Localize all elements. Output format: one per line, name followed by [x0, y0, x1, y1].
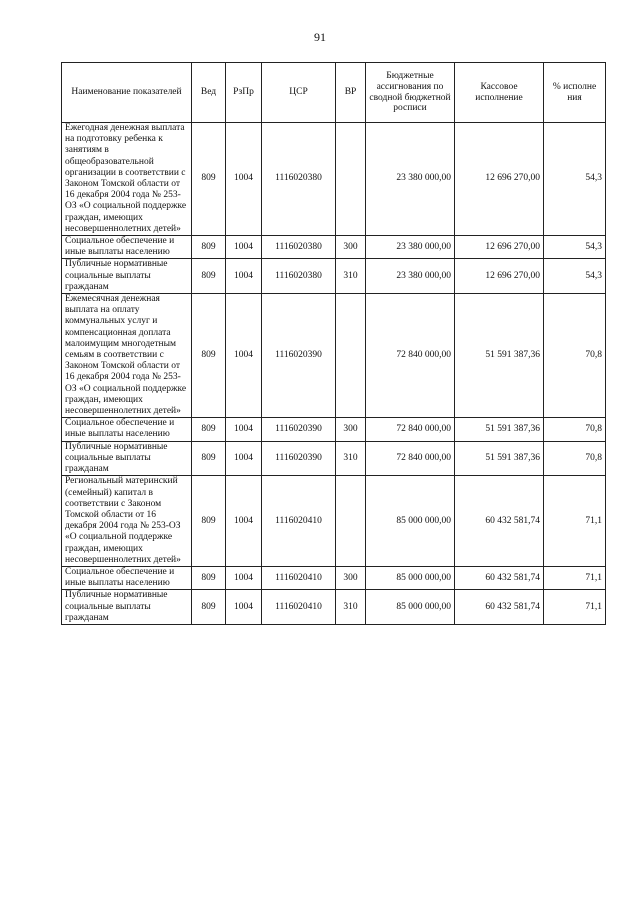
row-csr: 1116020390 — [262, 294, 336, 418]
row-ved: 809 — [192, 259, 226, 294]
row-cash: 51 591 387,36 — [455, 441, 544, 476]
row-percent: 70,8 — [544, 441, 606, 476]
row-vr: 310 — [336, 259, 366, 294]
header-rzpr: РзПр — [226, 63, 262, 123]
table-row — [62, 236, 606, 259]
row-rzpr: 1004 — [226, 441, 262, 476]
row-name: Публичные нормативные социальные выплаты гражданам — [62, 259, 192, 294]
row-cash: 51 591 387,36 — [455, 294, 544, 418]
row-percent: 54,3 — [544, 123, 606, 236]
row-name: Региональный материнский (семейный) капитал в соответствии с Законом Томской области от 16 декабря 2004 года № 253-ОЗ «О социальной поддержке граждан, имеющих несовершеннолетних детей» — [62, 476, 192, 567]
table-row — [62, 418, 606, 441]
row-percent: 71,1 — [544, 476, 606, 567]
header-csr: ЦСР — [262, 63, 336, 123]
row-percent: 70,8 — [544, 418, 606, 441]
header-name: Наименование показателей — [62, 63, 192, 123]
row-name: Публичные нормативные социальные выплаты гражданам — [62, 590, 192, 625]
row-name: Ежемесячная денежная выплата на оплату коммунальных услуг и компенсационная доплата малоимущим многодетным семьям в соответствии с Законом Томской области от 16 декабря 2004 года № 253-ОЗ «О социальной поддержке граждан, имеющих несовершеннолетних детей» — [62, 294, 192, 418]
row-assignments: 72 840 000,00 — [366, 418, 455, 441]
row-percent: 71,1 — [544, 590, 606, 625]
row-ved: 809 — [192, 566, 226, 589]
row-cash: 12 696 270,00 — [455, 259, 544, 294]
row-ved: 809 — [192, 441, 226, 476]
budget-execution-table — [61, 62, 606, 625]
row-cash: 12 696 270,00 — [455, 236, 544, 259]
page-number: 91 — [314, 30, 326, 44]
row-rzpr: 1004 — [226, 259, 262, 294]
row-name: Социальное обеспечение и иные выплаты населению — [62, 418, 192, 441]
row-vr: 300 — [336, 566, 366, 589]
row-csr: 1116020380 — [262, 236, 336, 259]
row-rzpr: 1004 — [226, 476, 262, 567]
header-cash: Кассовое исполнение — [455, 63, 544, 123]
header-vr: ВР — [336, 63, 366, 123]
row-vr: 310 — [336, 441, 366, 476]
row-assignments: 72 840 000,00 — [366, 294, 455, 418]
row-rzpr: 1004 — [226, 236, 262, 259]
header-ved: Вед — [192, 63, 226, 123]
row-csr: 1116020390 — [262, 418, 336, 441]
row-ved: 809 — [192, 123, 226, 236]
table-row — [62, 259, 606, 294]
row-assignments: 23 380 000,00 — [366, 236, 455, 259]
row-assignments: 85 000 000,00 — [366, 566, 455, 589]
row-ved: 809 — [192, 418, 226, 441]
row-ved: 809 — [192, 236, 226, 259]
table-row — [62, 590, 606, 625]
row-percent: 54,3 — [544, 236, 606, 259]
table-row — [62, 441, 606, 476]
row-rzpr: 1004 — [226, 294, 262, 418]
row-cash: 12 696 270,00 — [455, 123, 544, 236]
table-row — [62, 566, 606, 589]
row-rzpr: 1004 — [226, 566, 262, 589]
row-vr: 300 — [336, 236, 366, 259]
table-row — [62, 294, 606, 418]
table-row — [62, 476, 606, 567]
row-csr: 1116020410 — [262, 590, 336, 625]
row-csr: 1116020410 — [262, 476, 336, 567]
row-percent: 70,8 — [544, 294, 606, 418]
row-csr: 1116020410 — [262, 566, 336, 589]
row-name: Ежегодная денежная выплата на подготовку ребенка к занятиям в общеобразовательной организации в соответствии с Законом Томской области от 16 декабря 2004 года № 253-ОЗ «О социальной поддержке граждан, имеющих несовершеннолетних детей» — [62, 123, 192, 236]
row-ved: 809 — [192, 476, 226, 567]
row-cash: 60 432 581,74 — [455, 590, 544, 625]
row-cash: 60 432 581,74 — [455, 566, 544, 589]
row-rzpr: 1004 — [226, 418, 262, 441]
row-ved: 809 — [192, 294, 226, 418]
table-row — [62, 123, 606, 236]
row-percent: 71,1 — [544, 566, 606, 589]
row-csr: 1116020380 — [262, 259, 336, 294]
row-ved: 809 — [192, 590, 226, 625]
row-name: Социальное обеспечение и иные выплаты населению — [62, 566, 192, 589]
header-percent: % исполне ния — [544, 63, 606, 123]
row-vr: 300 — [336, 418, 366, 441]
row-name: Публичные нормативные социальные выплаты гражданам — [62, 441, 192, 476]
row-vr: 310 — [336, 590, 366, 625]
row-csr: 1116020390 — [262, 441, 336, 476]
row-cash: 51 591 387,36 — [455, 418, 544, 441]
row-vr — [336, 476, 366, 567]
row-vr — [336, 294, 366, 418]
row-assignments: 72 840 000,00 — [366, 441, 455, 476]
row-assignments: 85 000 000,00 — [366, 476, 455, 567]
row-vr — [336, 123, 366, 236]
row-csr: 1116020380 — [262, 123, 336, 236]
row-cash: 60 432 581,74 — [455, 476, 544, 567]
row-assignments: 85 000 000,00 — [366, 590, 455, 625]
row-name: Социальное обеспечение и иные выплаты населению — [62, 236, 192, 259]
row-assignments: 23 380 000,00 — [366, 259, 455, 294]
row-percent: 54,3 — [544, 259, 606, 294]
row-rzpr: 1004 — [226, 123, 262, 236]
table-header-row — [62, 63, 606, 123]
header-assignments: Бюджетные ассигнования по сводной бюджетной росписи — [366, 63, 455, 123]
row-assignments: 23 380 000,00 — [366, 123, 455, 236]
row-rzpr: 1004 — [226, 590, 262, 625]
